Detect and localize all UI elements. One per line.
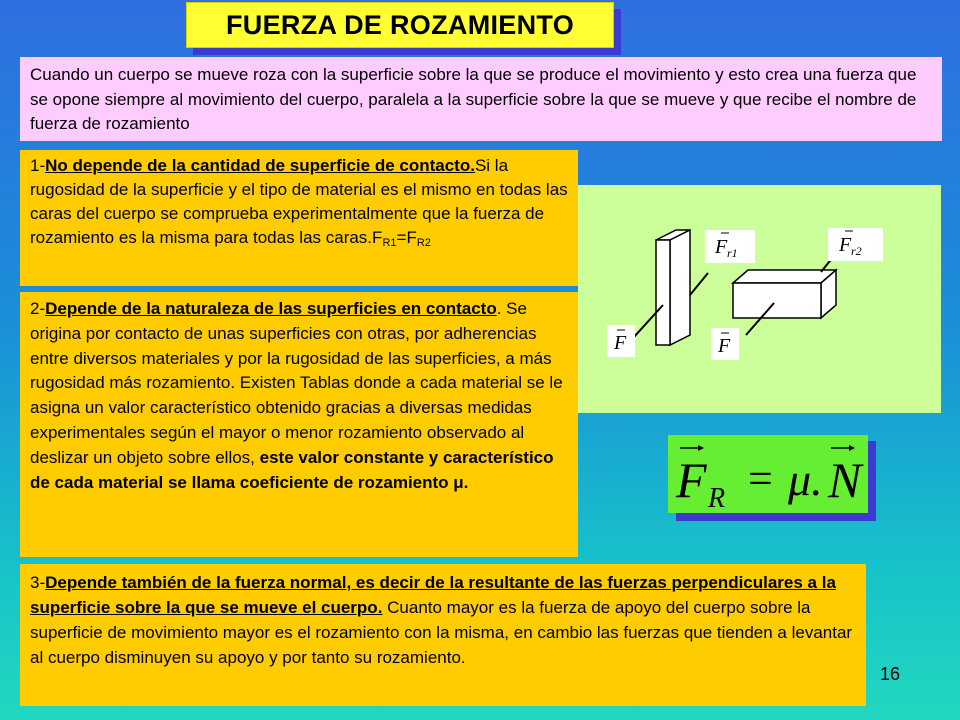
tall-block xyxy=(656,230,690,345)
arrow-fr1 xyxy=(690,273,708,295)
label-fr1-sub: r1 xyxy=(727,246,738,260)
point-2-heading: Depende de la naturaleza de las superficies en contacto xyxy=(45,299,497,318)
formula-mu: μ. xyxy=(788,454,823,505)
point-3 xyxy=(20,564,866,706)
friction-diagram xyxy=(578,185,941,413)
point-2 xyxy=(20,292,578,557)
point-2-text: . Se origina por contacto de unas superficies con otras, por adherencias entre diversos materiales y por la rugosidad de las superficies, a más rugosidad más rozamiento. Existen Tablas donde a cada material se le asigna un valor característico obtenido gracias a diversas medidas experimentales según el mayor o menor rozamiento observado al deslizar un objeto sobre ellos, xyxy=(30,299,563,467)
diagram-svg xyxy=(578,185,941,413)
label-fr2-sub: r2 xyxy=(851,244,862,258)
point-1-text: Si la rugosidad de la superficie y el tipo de material es el mismo en todas las caras del cuerpo se comprueba experimentalmente que la fuerza de rozamiento es la misma para todas las caras. xyxy=(30,156,568,247)
point-3-number: 3- xyxy=(30,573,46,592)
point-1 xyxy=(20,150,578,286)
point-3-text: Cuanto mayor es la fuerza de apoyo del cuerpo sobre la superficie de movimiento mayor es el rozamiento con la misma, en cambio las fuerzas que tienden a levantar al cuerpo disminuyen su apoyo y por tanto su rozamiento. xyxy=(30,598,853,667)
formula-rhs: N xyxy=(828,452,862,508)
point-2-bold: este valor constante y característico de cada material se llama coeficiente de rozamiento μ. xyxy=(30,447,554,492)
formula-lhs-sub: R xyxy=(708,483,726,513)
formula-svg xyxy=(668,435,868,513)
point-2-number: 2- xyxy=(30,299,46,318)
friction-formula xyxy=(668,435,868,513)
point-3-heading: Depende también de la fuerza normal, es decir de la resultante de las fuerzas perpendiculares a la superficie sobre la que se mueve el cuerpo. xyxy=(30,573,836,617)
label-fr2: F xyxy=(839,234,852,256)
label-f1: F xyxy=(614,332,627,354)
page-number: 16 xyxy=(880,664,901,684)
label-f2: F xyxy=(718,335,731,357)
point-1-eq-sub2: R2 xyxy=(416,237,431,249)
formula-equals: = xyxy=(748,454,773,503)
wide-block xyxy=(733,270,836,318)
point-1-eq-sub1: R1 xyxy=(382,237,397,249)
label-fr1: F xyxy=(715,236,728,258)
formula-lhs: F xyxy=(676,452,707,508)
point-1-heading: No depende de la cantidad de superficie de contacto. xyxy=(45,156,475,175)
page-title: FUERZA DE ROZAMIENTO xyxy=(186,2,614,48)
point-1-eq-f2: F xyxy=(406,228,417,247)
point-1-eq-f1: F xyxy=(372,228,383,247)
point-1-number: 1- xyxy=(30,156,46,175)
point-1-eq-equals: = xyxy=(396,228,407,247)
intro-text: Cuando un cuerpo se mueve roza con la superficie sobre la que se produce el movimiento y esto crea una fuerza que se opone siempre al movimiento del cuerpo, paralela a la superficie sobre la que se mueve y que recibe el nombre de fuerza de rozamiento xyxy=(20,57,942,141)
